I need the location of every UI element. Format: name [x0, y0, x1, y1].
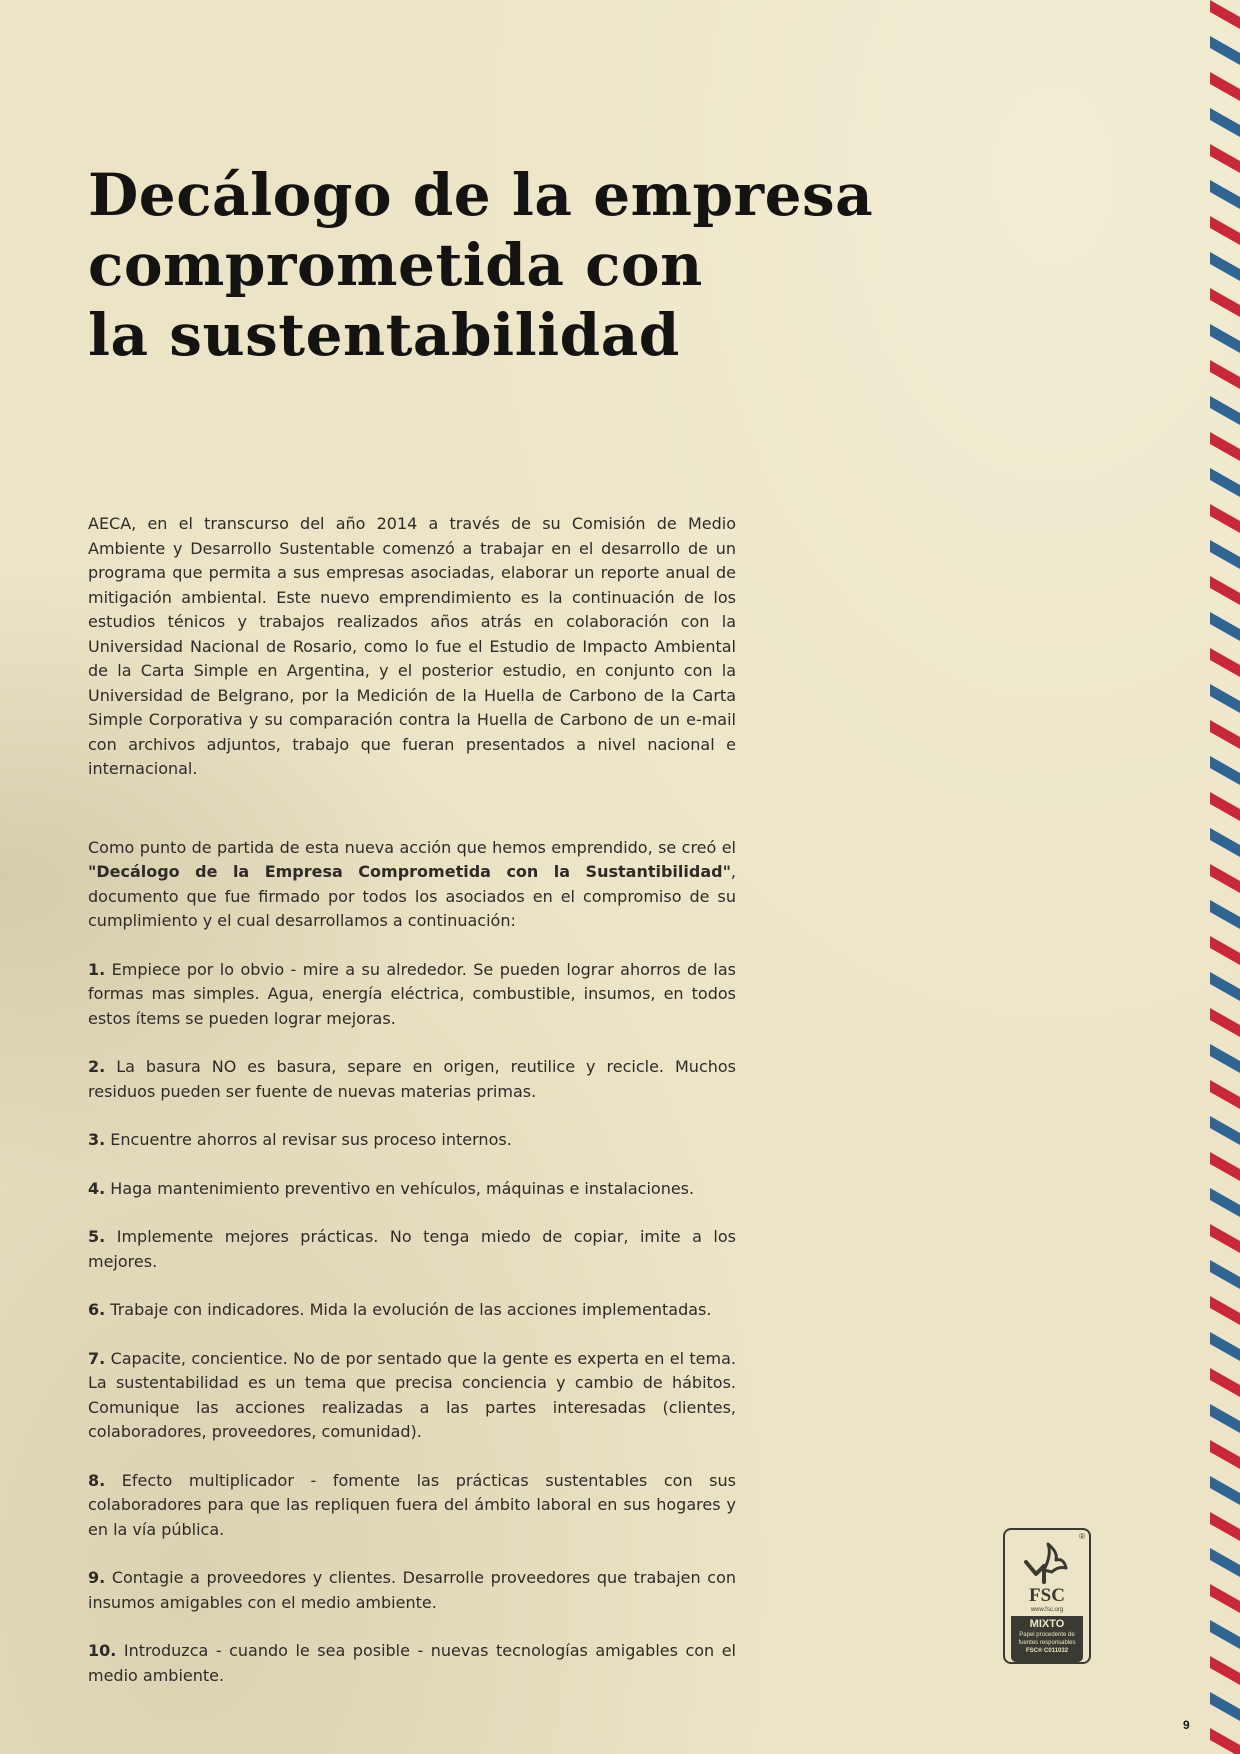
blue-stripe — [1210, 36, 1240, 65]
blue-stripe — [1210, 900, 1240, 929]
red-stripe — [1210, 144, 1240, 173]
blue-stripe — [1210, 1116, 1240, 1145]
item-number: 5. — [88, 1227, 106, 1246]
airmail-stripe-border — [1206, 0, 1240, 1754]
item-number: 1. — [88, 959, 106, 979]
blue-stripe — [1210, 1692, 1240, 1721]
blue-stripe — [1210, 1548, 1240, 1577]
red-stripe — [1210, 1008, 1240, 1037]
red-stripe — [1210, 72, 1240, 101]
red-stripe — [1210, 288, 1240, 317]
decalogue-item — [88, 1128, 736, 1153]
item-text: Capacite, concientice. No de por sentado que la gente es experta en el tema. La sustentabilidad es un tema que precisa conciencia y cambio de hábitos. Comunique las acciones realizadas a las partes interesadas (clientes, colaboradores, proveedores, comunidad). — [88, 1348, 736, 1441]
decalogue-item — [88, 1177, 736, 1202]
red-stripe — [1210, 1368, 1240, 1397]
item-number: 7. — [88, 1348, 106, 1368]
blue-stripe — [1210, 108, 1240, 137]
blue-stripe — [1210, 828, 1240, 857]
red-stripe — [1210, 720, 1240, 749]
decalogue-item — [88, 1469, 736, 1543]
item-text: Haga mantenimiento preventivo en vehículos, máquinas e instalaciones. — [105, 1178, 695, 1198]
red-stripe — [1210, 216, 1240, 245]
blue-stripe — [1210, 972, 1240, 1001]
body-text — [88, 512, 736, 1712]
red-stripe — [1210, 360, 1240, 389]
item-text: Efecto multiplicador - fomente las prácticas sustentables con sus colaboradores para que las repliquen fuera del ámbito laboral en sus hogares y en la vía pública. — [88, 1470, 736, 1539]
red-stripe — [1210, 936, 1240, 965]
fsc-mixed-label: MIXTO — [1029, 1618, 1065, 1630]
red-stripe — [1210, 1512, 1240, 1541]
fsc-license-code: FSC® C011032 — [1025, 1648, 1069, 1654]
fsc-description-line-1: Papel procedente de — [1019, 1632, 1075, 1638]
blue-stripe — [1210, 1404, 1240, 1433]
item-text: Empiece por lo obvio - mire a su alrededor. Se pueden lograr ahorros de las formas mas simples. Agua, energía eléctrica, combustible, insumos, en todos estos ítems se pueden lograr mejoras. — [88, 959, 736, 1028]
red-stripe — [1210, 1152, 1240, 1181]
title-line-1: Decálogo de la empresa — [88, 161, 874, 229]
blue-stripe — [1210, 1476, 1240, 1505]
red-stripe — [1210, 792, 1240, 821]
page-title — [88, 160, 988, 370]
red-stripe — [1210, 1224, 1240, 1253]
title-line-3: la sustentabilidad — [88, 301, 680, 369]
decalogue-intro-before: Como punto de partida de esta nueva acción que hemos emprendido, se creó el — [88, 837, 736, 857]
fsc-url: www.fsc.org — [1030, 1607, 1064, 1613]
fsc-certification-logo — [1003, 1528, 1091, 1664]
item-number: 9. — [88, 1568, 106, 1587]
decalogue-item — [88, 1298, 736, 1323]
red-stripe — [1210, 1296, 1240, 1325]
stripe-pattern — [1206, 0, 1240, 1754]
intro-paragraph: AECA, en el transcurso del año 2014 a través de su Comisión de Medio Ambiente y Desarrollo Sustentable comenzó a trabajar en el desarrollo de un programa que permita a sus empresas asociadas, elaborar un reporte anual de mitigación ambiental. Este nuevo emprendimiento es la continuación de los estudios ténicos y trabajos realizados años atrás en colaboración con la Universidad Nacional de Rosario, como lo fue el Estudio de Impacto Ambiental de la Carta Simple en Argentina, y el posterior estudio, en conjunto con la Universidad de Belgrano, por la Medición de la Huella de Carbono de la Carta Simple Corporativa y su comparación contra la Huella de Carbono de un e-mail con archivos adjuntos, trabajo que fueran presentados a nivel nacional e internacional. — [88, 514, 736, 778]
decalogue-item — [88, 1566, 736, 1615]
decalogue-item — [88, 1055, 736, 1104]
blue-stripe — [1210, 468, 1240, 497]
blue-stripe — [1210, 180, 1240, 209]
item-number: 6. — [88, 1300, 106, 1319]
item-number: 10. — [88, 1641, 117, 1660]
red-stripe — [1210, 1584, 1240, 1613]
red-stripe — [1210, 1440, 1240, 1469]
fsc-description-line-2: fuentes responsables — [1018, 1640, 1076, 1646]
decalogue-item — [88, 1347, 736, 1445]
blue-stripe — [1210, 324, 1240, 353]
blue-stripe — [1210, 1188, 1240, 1217]
page-number: 9 — [1183, 1718, 1190, 1732]
item-number: 4. — [88, 1178, 106, 1198]
blue-stripe — [1210, 1620, 1240, 1649]
red-stripe — [1210, 1728, 1240, 1754]
blue-stripe — [1210, 1044, 1240, 1073]
item-text: La basura NO es basura, separe en origen, reutilice y recicle. Muchos residuos pueden ser fuente de nuevas materias primas. — [88, 1057, 736, 1101]
tree-check-icon — [1022, 1540, 1072, 1584]
blue-stripe — [1210, 252, 1240, 281]
decalogue-item — [88, 958, 736, 1032]
decalogue-item — [88, 1225, 736, 1274]
item-text: Contagie a proveedores y clientes. Desarrolle proveedores que trabajen con insumos amigables con el medio ambiente. — [88, 1568, 736, 1612]
decalogue-name: "Decálogo de la Empresa Comprometida con la Sustantibilidad" — [88, 862, 731, 881]
red-stripe — [1210, 1656, 1240, 1685]
item-number: 8. — [88, 1470, 106, 1490]
registered-mark: ® — [1079, 1532, 1085, 1541]
decalogue-intro-paragraph — [88, 836, 736, 934]
blue-stripe — [1210, 684, 1240, 713]
decalogue-item — [88, 1639, 736, 1688]
red-stripe — [1210, 504, 1240, 533]
red-stripe — [1210, 864, 1240, 893]
decalogue-intro-after: , documento que fue firmado por todos los asociados en el compromiso de su cumplimiento y el cual desarrollamos a continuación: — [88, 862, 736, 930]
blue-stripe — [1210, 1260, 1240, 1289]
blue-stripe — [1210, 540, 1240, 569]
blue-stripe — [1210, 612, 1240, 641]
blue-stripe — [1210, 756, 1240, 785]
blue-stripe — [1210, 1332, 1240, 1361]
fsc-label-bar — [1011, 1616, 1083, 1662]
item-text: Trabaje con indicadores. Mida la evolución de las acciones implementadas. — [105, 1300, 712, 1319]
red-stripe — [1210, 576, 1240, 605]
red-stripe — [1210, 432, 1240, 461]
title-line-2: comprometida con — [88, 231, 703, 299]
item-number: 3. — [88, 1130, 106, 1149]
blue-stripe — [1210, 396, 1240, 425]
fsc-name: FSC — [1029, 1585, 1065, 1606]
red-stripe — [1210, 648, 1240, 677]
item-text: Introduzca - cuando le sea posible - nuevas tecnologías amigables con el medio ambiente. — [88, 1641, 736, 1685]
item-number: 2. — [88, 1057, 106, 1076]
red-stripe — [1210, 1080, 1240, 1109]
item-text: Implemente mejores prácticas. No tenga miedo de copiar, imite a los mejores. — [88, 1227, 736, 1271]
red-stripe — [1210, 0, 1240, 29]
item-text: Encuentre ahorros al revisar sus proceso internos. — [105, 1130, 512, 1149]
